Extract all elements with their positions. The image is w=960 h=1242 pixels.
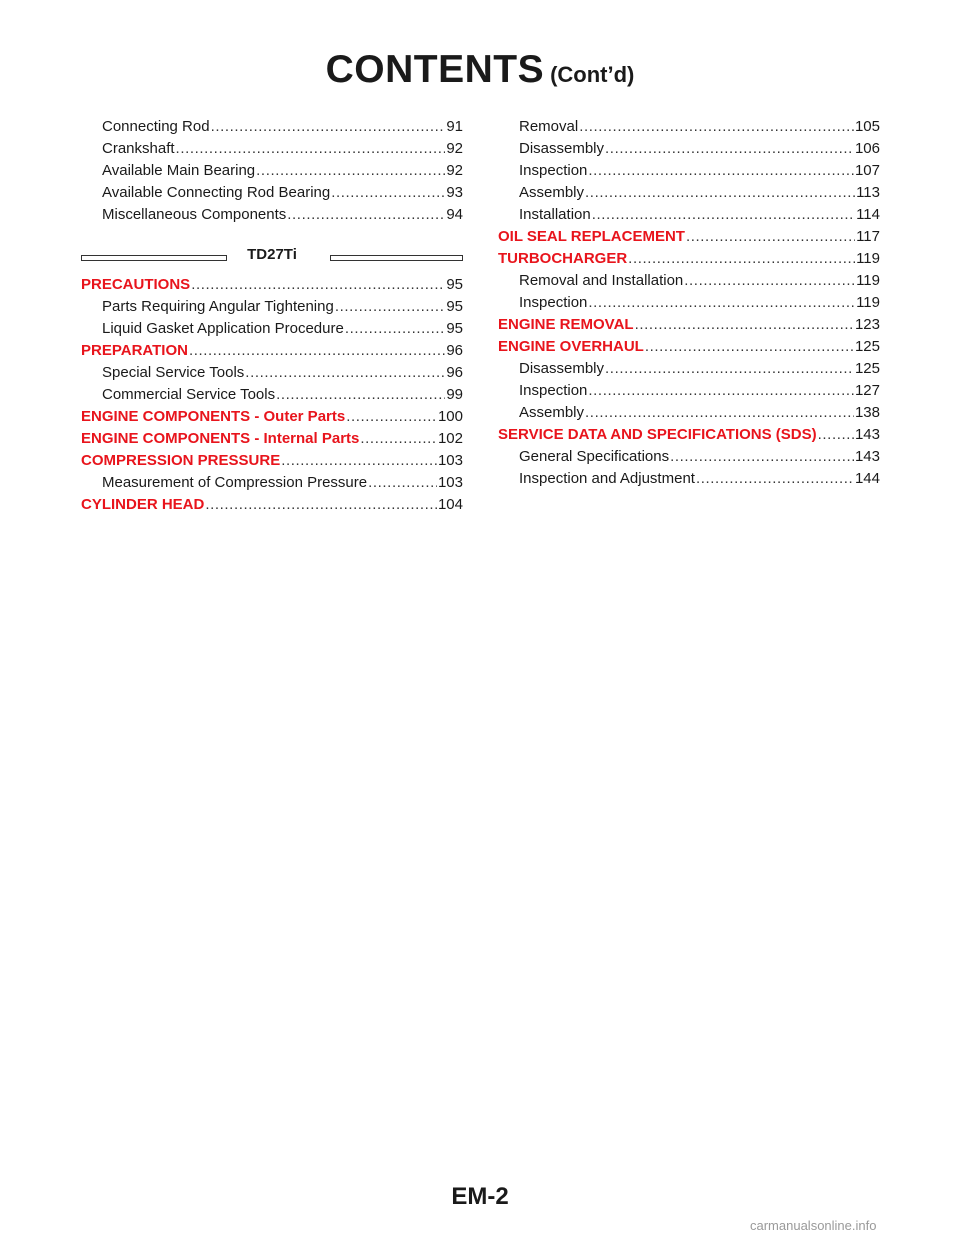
toc-entry-label: Available Connecting Rod Bearing <box>102 184 331 201</box>
toc-entry-label: Inspection <box>519 162 588 179</box>
toc-entry-label: General Specifications <box>519 448 670 465</box>
toc-entry-label: TURBOCHARGER <box>498 250 628 267</box>
toc-entry[interactable] <box>498 204 880 226</box>
title-subtitle: (Cont’d) <box>550 62 635 87</box>
section-label: TD27Ti <box>247 246 297 263</box>
toc-entry-label: Inspection and Adjustment <box>519 470 695 487</box>
toc-entry-page: 143 <box>854 448 880 465</box>
toc-entry-page: 114 <box>856 206 880 223</box>
toc-entry-page: 144 <box>854 470 880 487</box>
toc-entry-page: 92 <box>446 140 463 157</box>
toc-entry-page: 105 <box>854 118 880 135</box>
leader-dots <box>605 358 854 380</box>
toc-entry[interactable] <box>498 402 880 424</box>
toc-entry[interactable] <box>81 116 463 138</box>
toc-entry-page: 106 <box>854 140 880 157</box>
toc-heading-entry[interactable] <box>81 450 463 472</box>
toc-entry-page: 119 <box>856 294 880 311</box>
toc-entry-label: CYLINDER HEAD <box>81 496 205 513</box>
toc-entry-label: ENGINE COMPONENTS - Internal Parts <box>81 430 360 447</box>
toc-entry-label: Installation <box>519 206 591 223</box>
leader-dots <box>684 270 855 292</box>
leader-dots <box>592 204 855 226</box>
toc-entry[interactable] <box>498 446 880 468</box>
leader-dots <box>176 138 446 160</box>
leader-dots <box>670 446 854 468</box>
toc-heading-entry[interactable] <box>81 406 463 428</box>
toc-entry-label: Inspection <box>519 382 588 399</box>
toc-entry[interactable] <box>81 138 463 160</box>
toc-heading-entry[interactable] <box>81 274 463 296</box>
leader-dots <box>331 182 445 204</box>
toc-entry-page: 107 <box>854 162 880 179</box>
toc-entry-page: 103 <box>437 452 463 469</box>
toc-entry-label: COMPRESSION PRESSURE <box>81 452 281 469</box>
leader-dots <box>585 182 855 204</box>
toc-entry-label: SERVICE DATA AND SPECIFICATIONS (SDS) <box>498 426 817 443</box>
toc-entry-label: Disassembly <box>519 360 605 377</box>
toc-entry-page: 117 <box>856 228 880 245</box>
toc-entry[interactable] <box>498 182 880 204</box>
toc-entry-page: 91 <box>446 118 463 135</box>
toc-entry[interactable] <box>81 182 463 204</box>
toc-entry-label: ENGINE REMOVAL <box>498 316 634 333</box>
leader-dots <box>287 204 445 226</box>
toc-entry[interactable] <box>81 384 463 406</box>
leader-dots <box>635 314 854 336</box>
toc-entry[interactable] <box>498 160 880 182</box>
toc-entry-label: Removal and Installation <box>519 272 684 289</box>
leader-dots <box>628 248 855 270</box>
toc-entry-label: OIL SEAL REPLACEMENT <box>498 228 685 245</box>
toc-heading-entry[interactable] <box>498 226 880 248</box>
leader-dots <box>588 380 854 402</box>
toc-entry-label: PREPARATION <box>81 342 188 359</box>
toc-entry-label: Assembly <box>519 184 585 201</box>
page-number: EM-2 <box>451 1183 509 1210</box>
leader-dots <box>645 336 854 358</box>
leader-dots <box>345 318 445 340</box>
toc-entry[interactable] <box>498 358 880 380</box>
toc-entry[interactable] <box>498 138 880 160</box>
toc-entry-label: Removal <box>519 118 579 135</box>
toc-entry[interactable] <box>81 296 463 318</box>
leader-dots <box>256 160 445 182</box>
section-divider <box>81 244 463 266</box>
leader-dots <box>360 428 437 450</box>
toc-entry[interactable] <box>498 468 880 490</box>
toc-heading-entry[interactable] <box>498 424 880 446</box>
toc-entry-page: 103 <box>437 474 463 491</box>
toc-entry-page: 92 <box>446 162 463 179</box>
toc-entry-page: 95 <box>446 298 463 315</box>
toc-entry-page: 93 <box>446 184 463 201</box>
toc-entry-label: PRECAUTIONS <box>81 276 191 293</box>
toc-entry-page: 100 <box>437 408 463 425</box>
toc-heading-entry[interactable] <box>498 336 880 358</box>
toc-entry-page: 113 <box>856 184 880 201</box>
toc-right-column <box>498 116 880 490</box>
leader-dots <box>245 362 445 384</box>
leader-dots <box>696 468 854 490</box>
toc-entry-label: ENGINE OVERHAUL <box>498 338 644 355</box>
title-main: CONTENTS <box>325 48 545 91</box>
leader-dots <box>335 296 446 318</box>
toc-entry-page: 119 <box>856 250 880 267</box>
leader-dots <box>368 472 437 494</box>
leader-dots <box>818 424 854 446</box>
toc-entry-label: Connecting Rod <box>102 118 210 135</box>
leader-dots <box>205 494 437 516</box>
toc-heading-entry[interactable] <box>81 340 463 362</box>
watermark: carmanualsonline.info <box>750 1218 877 1233</box>
leader-dots <box>276 384 445 406</box>
page-title <box>0 48 960 92</box>
toc-entry-label: Inspection <box>519 294 588 311</box>
toc-entry-label: Available Main Bearing <box>102 162 256 179</box>
toc-entry-label: ENGINE COMPONENTS - Outer Parts <box>81 408 346 425</box>
toc-entry-page: 95 <box>446 320 463 337</box>
toc-entry-page: 95 <box>446 276 463 293</box>
toc-entry-page: 123 <box>854 316 880 333</box>
toc-entry-label: Commercial Service Tools <box>102 386 276 403</box>
toc-entry-label: Assembly <box>519 404 585 421</box>
toc-entry[interactable] <box>81 204 463 226</box>
toc-entry-label: Disassembly <box>519 140 605 157</box>
toc-heading-entry[interactable] <box>81 428 463 450</box>
toc-entry[interactable] <box>498 292 880 314</box>
toc-entry-page: 94 <box>446 206 463 223</box>
toc-entry-page: 125 <box>854 360 880 377</box>
leader-dots <box>211 116 446 138</box>
toc-entry[interactable] <box>81 318 463 340</box>
toc-entry-page: 99 <box>446 386 463 403</box>
leader-dots <box>588 160 854 182</box>
toc-entry-page: 96 <box>446 364 463 381</box>
toc-entry-page: 104 <box>437 496 463 513</box>
toc-left-column <box>81 116 463 516</box>
toc-heading-entry[interactable] <box>81 494 463 516</box>
leader-dots <box>579 116 854 138</box>
leader-dots <box>189 340 445 362</box>
leader-dots <box>588 292 855 314</box>
toc-entry-page: 119 <box>856 272 880 289</box>
toc-entry-page: 143 <box>854 426 880 443</box>
toc-entry-label: Measurement of Compression Pressure <box>102 474 368 491</box>
toc-entry-page: 127 <box>854 382 880 399</box>
toc-entry-page: 138 <box>854 404 880 421</box>
toc-heading-entry[interactable] <box>498 314 880 336</box>
toc-entry[interactable] <box>81 362 463 384</box>
toc-entry-page: 96 <box>446 342 463 359</box>
toc-entry-label: Liquid Gasket Application Procedure <box>102 320 344 337</box>
leader-dots <box>191 274 445 296</box>
toc-entry-label: Special Service Tools <box>102 364 245 381</box>
toc-entry-label: Parts Requiring Angular Tightening <box>102 298 334 315</box>
toc-entry-page: 125 <box>854 338 880 355</box>
divider-bar-right <box>330 255 463 261</box>
toc-entry-page: 102 <box>437 430 463 447</box>
toc-entry[interactable] <box>498 116 880 138</box>
leader-dots <box>281 450 437 472</box>
leader-dots <box>346 406 437 428</box>
toc-entry[interactable] <box>498 380 880 402</box>
toc-entry[interactable] <box>498 270 880 292</box>
toc-heading-entry[interactable] <box>498 248 880 270</box>
toc-entry[interactable] <box>81 160 463 182</box>
leader-dots <box>605 138 854 160</box>
leader-dots <box>686 226 855 248</box>
toc-entry-label: Miscellaneous Components <box>102 206 287 223</box>
leader-dots <box>585 402 854 424</box>
toc-entry[interactable] <box>81 472 463 494</box>
toc-entry-label: Crankshaft <box>102 140 175 157</box>
